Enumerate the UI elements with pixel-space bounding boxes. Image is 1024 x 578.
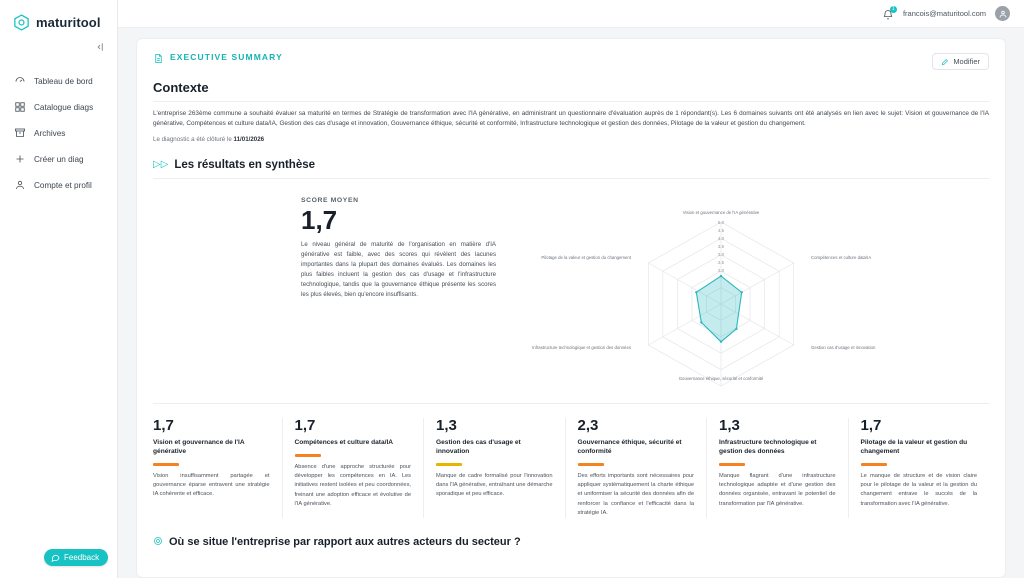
- radar-axis-label: Pilotage de la valeur et gestion du changement: [541, 254, 631, 260]
- domain-name: Gestion des cas d'usage et innovation: [436, 439, 521, 456]
- brand-name: maturitool: [36, 15, 101, 30]
- page-title: EXECUTIVE SUMMARY: [170, 51, 283, 62]
- document-icon: [153, 51, 164, 62]
- user-icon: [14, 179, 26, 191]
- radar-series-polygon: [696, 276, 741, 342]
- grid-icon: [14, 101, 26, 113]
- sidebar-item-label: Catalogue diags: [34, 102, 94, 112]
- synthese-title: Les résultats en synthèse: [174, 158, 316, 171]
- domain-text: Vision insuffisamment partagée et gouvernance éparse entravent une stratégie IA cohérente et efficace.: [153, 473, 270, 498]
- domain-card: [423, 418, 565, 518]
- svg-text:5.0: 5.0: [718, 219, 724, 225]
- domain-name: Pilotage de la valeur et gestion du changement: [860, 439, 968, 456]
- bell-icon[interactable]: [882, 5, 895, 20]
- domain-score: 2,3: [577, 416, 599, 434]
- sidebar-item-catalogue-diags[interactable]: [0, 94, 117, 120]
- domain-score: 1,7: [153, 416, 174, 434]
- domain-card: [282, 418, 424, 518]
- sidebar-item-tableau-de-bord[interactable]: [0, 68, 117, 94]
- domain-name: Vision et gouvernance de l'IA générative: [153, 439, 245, 456]
- score-description: Le niveau général de maturité de l'organisation en matière d'IA générative est faible, avec des scores qui révèlent des lacunes importantes dans la plupart des domaines évalués. Les domaines les plus faibles incluent la gestion des cas d'usage et l'infrastructure technologique, tandis que la gouvernance éthique présente les scores les plus élevés, bien qu'encore insuffisants.: [301, 241, 496, 298]
- svg-text:2.0: 2.0: [718, 267, 724, 273]
- notification-badge: 1: [890, 6, 897, 13]
- benchmark-title: Où se situe l'entreprise par rapport aux autres acteurs du secteur ?: [169, 535, 521, 548]
- user-avatar-icon[interactable]: [995, 6, 1010, 21]
- domain-name: Infrastructure technologique et gestion des données: [719, 439, 817, 456]
- score-label: SCORE MOYEN: [301, 196, 359, 204]
- domain-bar: [861, 463, 887, 466]
- divider: [153, 178, 989, 179]
- domain-bar: [436, 463, 462, 466]
- feedback-wrap: [44, 549, 108, 566]
- user-email: francois@maturitool.com: [902, 9, 986, 18]
- target-icon: [153, 536, 163, 548]
- sidebar-item-label: Archives: [34, 128, 66, 138]
- plus-icon: [14, 153, 26, 165]
- domain-card: [153, 418, 282, 518]
- sidebar: [0, 0, 118, 578]
- edit-button[interactable]: [932, 53, 989, 70]
- radar-axis-label: Vision et gouvernance de l'IA générative: [682, 209, 760, 215]
- domain-cards: [153, 403, 989, 518]
- double-chevron-right-icon: ▷▷: [153, 158, 169, 170]
- domain-card: [706, 418, 848, 518]
- domain-bar: [578, 463, 604, 466]
- closing-prefix: Le diagnostic a été clôturé le: [153, 135, 234, 143]
- section-header: [153, 51, 989, 62]
- domain-score: 1,7: [294, 416, 316, 434]
- topbar: [118, 0, 1024, 28]
- sidebar-nav: [0, 68, 117, 198]
- edit-button-label: Modifier: [953, 57, 980, 66]
- domain-text: Le manque de structure et de vision claire pour le pilotage de la valeur et la gestion du changement entrave le succès de la transformation avec l'IA générative.: [860, 473, 977, 507]
- collapse-row: [0, 32, 117, 54]
- radar-axis-label: Infrastructure technologique et gestion des données: [532, 344, 631, 350]
- sidebar-item-creer-un-diag[interactable]: [0, 146, 117, 172]
- chat-bubble-icon: [51, 553, 60, 562]
- benchmark-header: [153, 536, 989, 548]
- contexte-title: Contexte: [153, 80, 209, 95]
- svg-text:4.0: 4.0: [718, 235, 724, 241]
- pencil-icon: [941, 58, 949, 66]
- domain-score: 1,3: [436, 416, 457, 434]
- domain-text: Absence d'une approche structurée pour développer les compétences en IA. Les initiatives restent isolées et peu coordonnées, freinant une adoption efficace et évolutive de l'IA générative.: [294, 464, 411, 507]
- feedback-button[interactable]: [44, 549, 108, 566]
- domain-bar: [153, 463, 179, 466]
- contexte-paragraph: L'entreprise 263ème commune a souhaité évaluer sa maturité en termes de Stratégie de transformation avec l'IA générative, en administrant un questionnaire d'évaluation auprès de 1 répondant(s). Les 6 domaines suivants ont été analysés en lien avec le sujet: Vision et gouvernance de l'IA générative, Compétences et culture data/IA, Gestion des cas d'usage et innovation, Gouvernance éthique, sécurité et conformité, Infrastructure technologique et gestion des données, Pilotage de la valeur et gestion du changement.: [153, 110, 989, 127]
- content-scroll: [118, 28, 1024, 578]
- domain-name: Compétences et culture data/IA: [294, 439, 394, 447]
- sidebar-item-compte-et-profil[interactable]: [0, 172, 117, 198]
- dashboard-icon: [14, 75, 26, 87]
- domain-card: [565, 418, 707, 518]
- closing-date: 11/01/2026: [233, 135, 265, 143]
- score-value: 1,7: [301, 204, 338, 235]
- domain-text: Manque flagrant d'une infrastructure technologique adaptée et d'une gestion des données organisée, entravant le potentiel de transformation par l'IA générative.: [719, 473, 836, 507]
- domain-bar: [719, 463, 745, 466]
- svg-text:3.5: 3.5: [718, 243, 724, 249]
- sidebar-item-label: Tableau de bord: [34, 76, 93, 86]
- domain-score: 1,7: [860, 416, 882, 434]
- radar-chart-svg: [511, 197, 931, 387]
- domain-text: Des efforts importants sont nécessaires pour appliquer systématiquement la charte éthique et uniformiser la sécurité des données afin de renforcer la confiance et l'efficacité dans la stratégie IA.: [577, 473, 694, 516]
- synthese-header: [153, 159, 989, 171]
- svg-text:4.5: 4.5: [718, 227, 724, 233]
- score-column: [153, 196, 496, 387]
- sidebar-item-label: Compte et profil: [34, 180, 92, 190]
- synthese-row: [153, 197, 989, 387]
- divider: [153, 101, 989, 102]
- domain-score: 1,3: [719, 416, 740, 434]
- archive-icon: [14, 127, 26, 139]
- contexte-closing: [153, 136, 989, 143]
- executive-summary-card: [136, 38, 1006, 578]
- radar-axis-label: Gestion cas d'usage et innovation: [811, 344, 876, 350]
- domain-text: Manque de cadre formalisé pour l'innovation dans l'IA générative, entraînant une démarche sporadique et peu efficace.: [436, 473, 553, 498]
- domain-bar: [295, 454, 321, 457]
- hexagon-logo-icon: [12, 13, 31, 32]
- radar-axis-label: Compétences et culture data/IA: [811, 254, 872, 260]
- collapse-panel-icon[interactable]: [93, 40, 107, 54]
- main-area: [118, 0, 1024, 578]
- brand[interactable]: [0, 0, 117, 32]
- sidebar-item-label: Créer un diag: [34, 154, 84, 164]
- radar-axis-label: Gouvernance éthique, sécurité et conformité: [678, 375, 764, 381]
- sidebar-item-archives[interactable]: [0, 120, 117, 146]
- feedback-label: Feedback: [64, 553, 100, 562]
- svg-text:2.5: 2.5: [718, 259, 724, 265]
- domain-name: Gouvernance éthique, sécurité et conformité: [577, 439, 682, 456]
- domain-card: [848, 418, 990, 518]
- svg-text:3.0: 3.0: [718, 251, 724, 257]
- radar-chart: [453, 197, 989, 387]
